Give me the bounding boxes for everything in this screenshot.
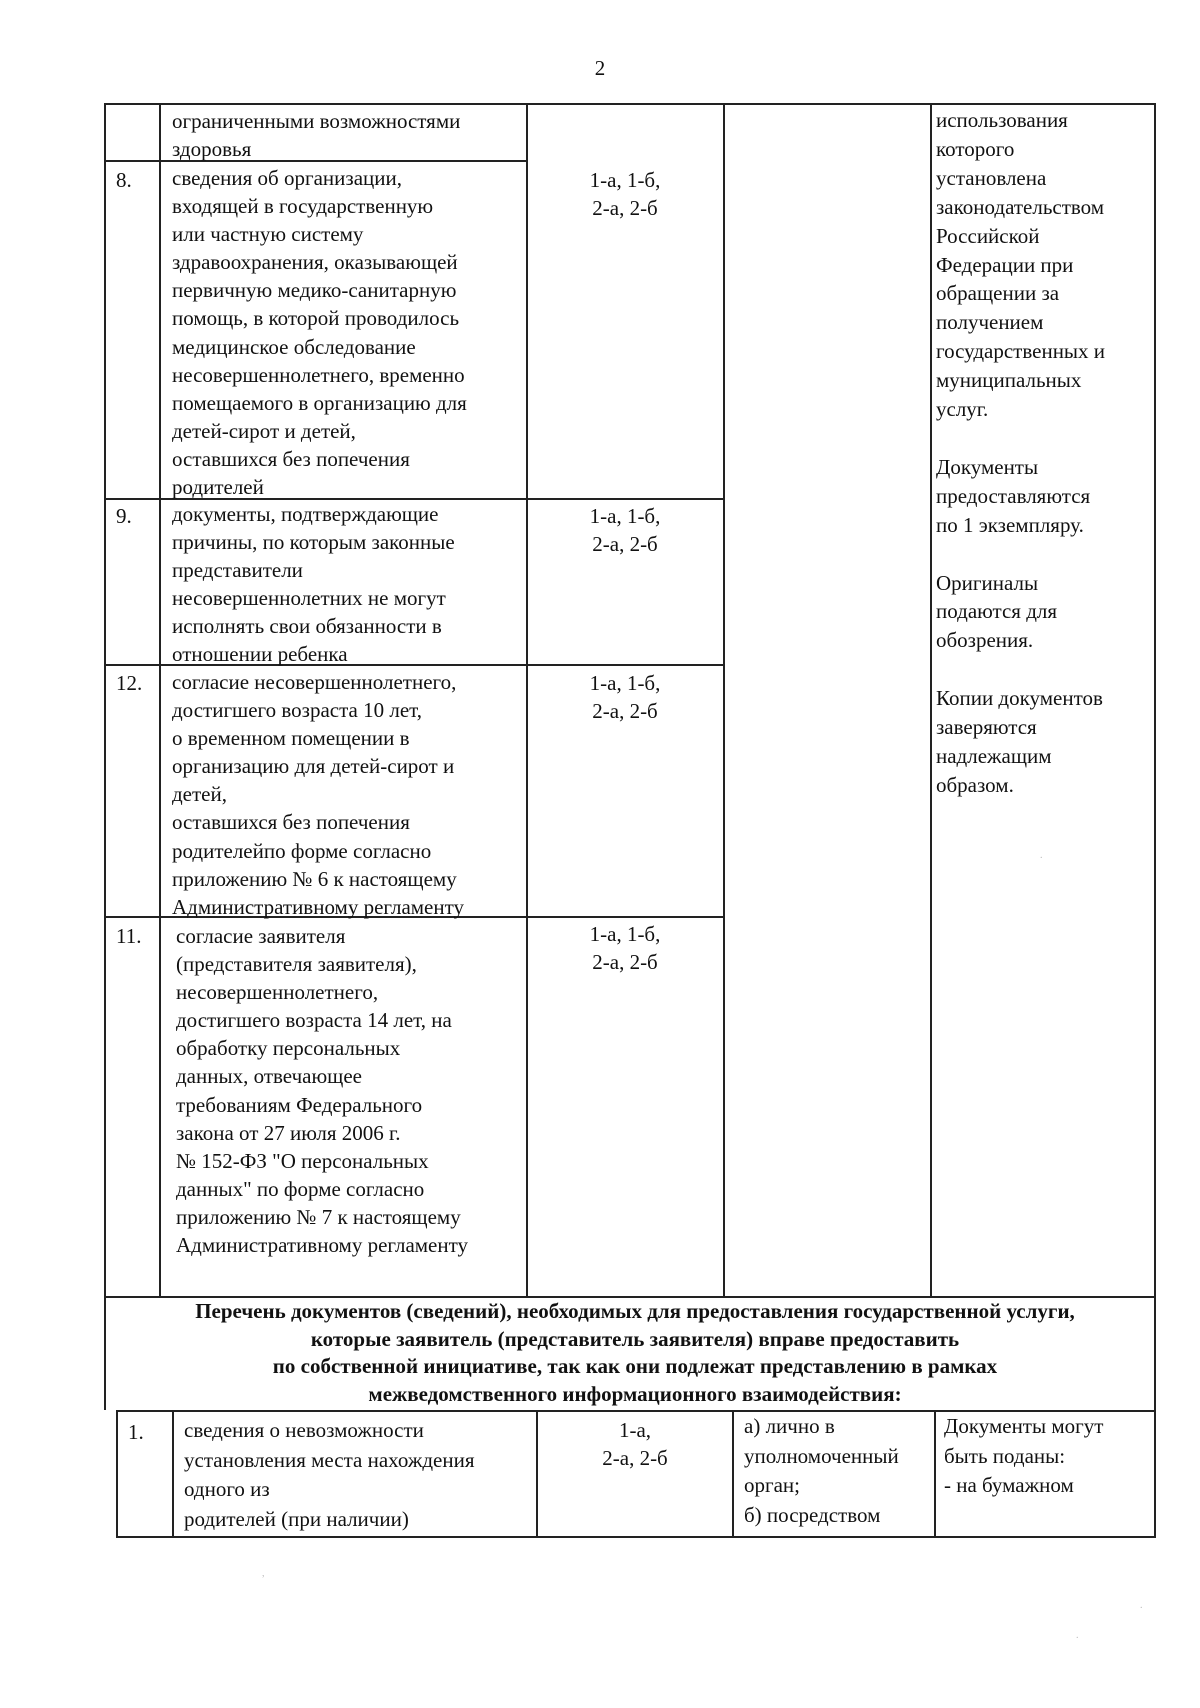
bottom-row-codes: 1-а, 2-а, 2-б — [602, 1418, 668, 1471]
bottom-row-number: 1. — [128, 1420, 144, 1444]
section-heading: Перечень документов (сведений), необходимых для предоставления государственной услуги, которые заявитель (представитель заявителя) вправе предоставить по собственной инициативе, так как они подлежат представлению в рамках межведомственного информационного взаимодействия: — [195, 1299, 1075, 1406]
row-11-codes: 1-а, 1-б, 2-а, 2-б — [589, 922, 661, 975]
row-9-text: документы, подтверждающие причины, по которым законные представители несовершеннолетних не могут исполнять свои обязанности в отношении ребенка — [172, 502, 455, 667]
row-9-codes: 1-а, 1-б, 2-а, 2-б — [589, 504, 661, 557]
scan-speck: , — [262, 1568, 265, 1579]
method-column-divider — [930, 103, 932, 1297]
row-9-number: 9. — [116, 504, 132, 528]
row-8-codes: 1-а, 1-б, 2-а, 2-б — [589, 168, 661, 221]
num-column-divider — [159, 103, 161, 1297]
codes-column-divider — [723, 103, 725, 1297]
page-number: 2 — [594, 56, 606, 80]
section-left-border — [104, 1296, 106, 1410]
row-8-text: сведения об организации, входящей в государственную или частную систему здравоохранения, оказывающей первичную медико-санитарную помощь, в которой проводилось медицинское обследование несовершеннолетнего, временно помещаемого в организацию для детей-сирот и детей, оставшихся без попечения родителей — [172, 166, 467, 500]
row-12-number: 12. — [116, 671, 143, 695]
table-left-border — [104, 103, 106, 1297]
right-column-notes: использования которого установлена законодательством Российской Федерации при обращении за получением государственных и муниципальных услуг. Документы предоставляются по 1 экземпляру. Оригиналы подаются для обозрения. Копии документов заверяются надлежащим образом. — [936, 108, 1106, 797]
row-0-text: ограниченными возможностями здоровья — [172, 109, 461, 162]
bottom-table-right-border — [1154, 1410, 1156, 1538]
table-top-border — [104, 103, 1156, 105]
bottom-row-notes: Документы могут быть поданы: - на бумажном — [944, 1414, 1104, 1497]
scan-speck: . — [1076, 1630, 1079, 1641]
bottom-codes-column-divider — [732, 1410, 734, 1538]
scan-speck: . — [1040, 850, 1043, 861]
row-11-number: 11. — [116, 924, 142, 948]
row-8-number: 8. — [116, 168, 132, 192]
bottom-table-left-border — [116, 1410, 118, 1538]
bottom-table-bottom-border — [116, 1536, 1156, 1538]
row-12-codes: 1-а, 1-б, 2-а, 2-б — [589, 671, 661, 724]
scan-speck: . — [1140, 1600, 1143, 1611]
table-right-border — [1154, 103, 1156, 1297]
row-11-text: согласие заявителя (представителя заявителя), несовершеннолетнего, достигшего возраста 14 лет, на обработку персональных данных, отвечающее требованиям Федерального закона от 27 июля 2006 г. № 152-ФЗ "О персональных данных" по форме согласно приложению № 7 к настоящему Административному регламенту — [176, 924, 469, 1258]
row-12-text: согласие несовершеннолетнего, достигшего возраста 10 лет, о временном помещении в организацию для детей-сирот и детей, оставшихся без попечения родителейпо форме согласно приложению № 6 к настоящему Административному регламенту — [172, 670, 465, 919]
bottom-method-column-divider — [934, 1410, 936, 1538]
bottom-row-method: а) лично в уполномоченный орган; б) посредством — [744, 1414, 899, 1527]
bottom-row-text: сведения о невозможности установления места нахождения одного из родителей (при наличии) — [184, 1418, 475, 1531]
bottom-num-column-divider — [172, 1410, 174, 1538]
